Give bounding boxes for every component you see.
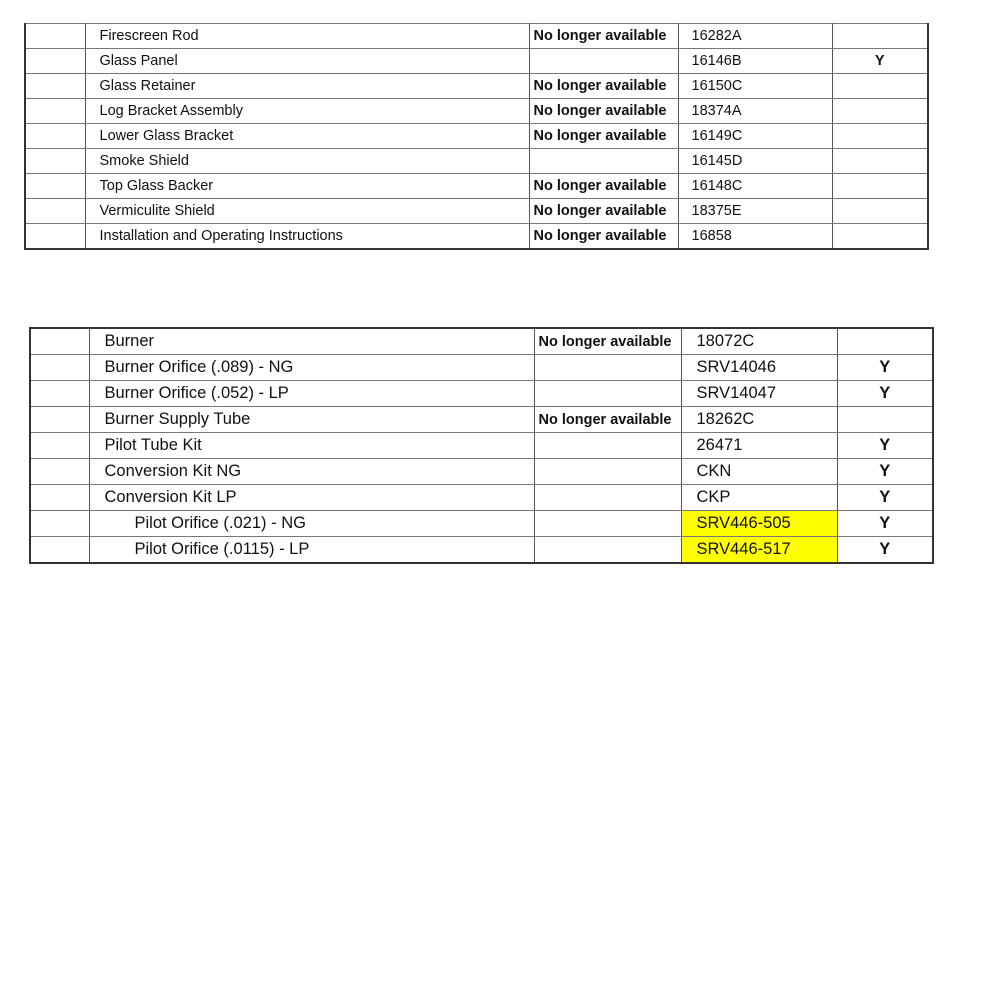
flag-cell: Y (837, 381, 933, 407)
part-number-cell: 26471 (681, 433, 837, 459)
availability-cell: No longer available (529, 124, 678, 149)
table-row (30, 433, 933, 459)
description-cell: Log Bracket Assembly (85, 99, 529, 124)
flag-cell (832, 174, 928, 199)
blank-cell (30, 433, 89, 459)
table-row (25, 174, 928, 199)
availability-cell (534, 511, 681, 537)
flag-cell (832, 224, 928, 250)
availability-cell (534, 355, 681, 381)
flag-cell: Y (837, 511, 933, 537)
availability-cell (534, 433, 681, 459)
flag-cell: Y (832, 49, 928, 74)
part-number-cell: 16282A (678, 24, 832, 49)
description-cell: Firescreen Rod (85, 24, 529, 49)
description-cell: Burner Orifice (.089) - NG (89, 355, 534, 381)
flag-cell: Y (837, 459, 933, 485)
table-row (25, 224, 928, 250)
table-row (30, 407, 933, 433)
flag-cell (832, 149, 928, 174)
description-cell: Lower Glass Bracket (85, 124, 529, 149)
flag-cell: Y (837, 433, 933, 459)
parts-table-1 (24, 23, 929, 250)
description-cell: Vermiculite Shield (85, 199, 529, 224)
flag-cell: Y (837, 355, 933, 381)
table-row (30, 355, 933, 381)
part-number-cell: SRV14046 (681, 355, 837, 381)
table-row (25, 24, 928, 49)
blank-cell (30, 537, 89, 564)
parts-table-2-body (30, 328, 933, 563)
table-row (30, 485, 933, 511)
part-number-cell: CKP (681, 485, 837, 511)
availability-cell (534, 537, 681, 564)
blank-cell (30, 485, 89, 511)
description-cell: Burner Supply Tube (89, 407, 534, 433)
table-row (30, 511, 933, 537)
part-number-cell: CKN (681, 459, 837, 485)
part-number-cell: 16146B (678, 49, 832, 74)
flag-cell (832, 199, 928, 224)
part-number-cell: SRV446-505 (681, 511, 837, 537)
description-cell: Glass Panel (85, 49, 529, 74)
table-row (25, 74, 928, 99)
description-cell: Pilot Orifice (.021) - NG (89, 511, 534, 537)
flag-cell (832, 24, 928, 49)
availability-cell (534, 485, 681, 511)
table-row (25, 149, 928, 174)
blank-cell (30, 459, 89, 485)
blank-cell (30, 328, 89, 355)
table-row (30, 328, 933, 355)
table-row (30, 381, 933, 407)
availability-cell (534, 381, 681, 407)
availability-cell: No longer available (529, 174, 678, 199)
description-cell: Conversion Kit NG (89, 459, 534, 485)
flag-cell (837, 328, 933, 355)
blank-cell (25, 124, 85, 149)
description-cell: Top Glass Backer (85, 174, 529, 199)
flag-cell (832, 124, 928, 149)
blank-cell (25, 99, 85, 124)
blank-cell (25, 174, 85, 199)
description-cell: Glass Retainer (85, 74, 529, 99)
description-cell: Installation and Operating Instructions (85, 224, 529, 250)
table-row (25, 99, 928, 124)
part-number-cell: 16149C (678, 124, 832, 149)
blank-cell (30, 381, 89, 407)
blank-cell (25, 24, 85, 49)
blank-cell (25, 224, 85, 250)
blank-cell (30, 407, 89, 433)
availability-cell: No longer available (529, 224, 678, 250)
availability-cell: No longer available (529, 199, 678, 224)
part-number-cell: 18072C (681, 328, 837, 355)
part-number-cell: 16150C (678, 74, 832, 99)
availability-cell (529, 149, 678, 174)
blank-cell (30, 511, 89, 537)
blank-cell (25, 149, 85, 174)
part-number-cell: 18262C (681, 407, 837, 433)
availability-cell: No longer available (534, 328, 681, 355)
description-cell: Pilot Orifice (.0115) - LP (89, 537, 534, 564)
blank-cell (25, 74, 85, 99)
flag-cell: Y (837, 537, 933, 564)
availability-cell: No longer available (529, 74, 678, 99)
part-number-cell: 18375E (678, 199, 832, 224)
availability-cell (529, 49, 678, 74)
availability-cell: No longer available (529, 24, 678, 49)
flag-cell (837, 407, 933, 433)
part-number-cell: SRV446-517 (681, 537, 837, 564)
part-number-cell: 16145D (678, 149, 832, 174)
flag-cell (832, 99, 928, 124)
blank-cell (25, 49, 85, 74)
part-number-cell: 16858 (678, 224, 832, 250)
flag-cell (832, 74, 928, 99)
part-number-cell: SRV14047 (681, 381, 837, 407)
table-row (30, 537, 933, 564)
table-row (30, 459, 933, 485)
parts-table-2 (29, 327, 934, 564)
part-number-cell: 18374A (678, 99, 832, 124)
table-row (25, 199, 928, 224)
description-cell: Burner (89, 328, 534, 355)
blank-cell (25, 199, 85, 224)
description-cell: Burner Orifice (.052) - LP (89, 381, 534, 407)
availability-cell: No longer available (534, 407, 681, 433)
part-number-cell: 16148C (678, 174, 832, 199)
description-cell: Smoke Shield (85, 149, 529, 174)
table-row (25, 49, 928, 74)
blank-cell (30, 355, 89, 381)
description-cell: Pilot Tube Kit (89, 433, 534, 459)
availability-cell (534, 459, 681, 485)
flag-cell: Y (837, 485, 933, 511)
parts-table-1-body (25, 24, 928, 250)
availability-cell: No longer available (529, 99, 678, 124)
table-row (25, 124, 928, 149)
description-cell: Conversion Kit LP (89, 485, 534, 511)
